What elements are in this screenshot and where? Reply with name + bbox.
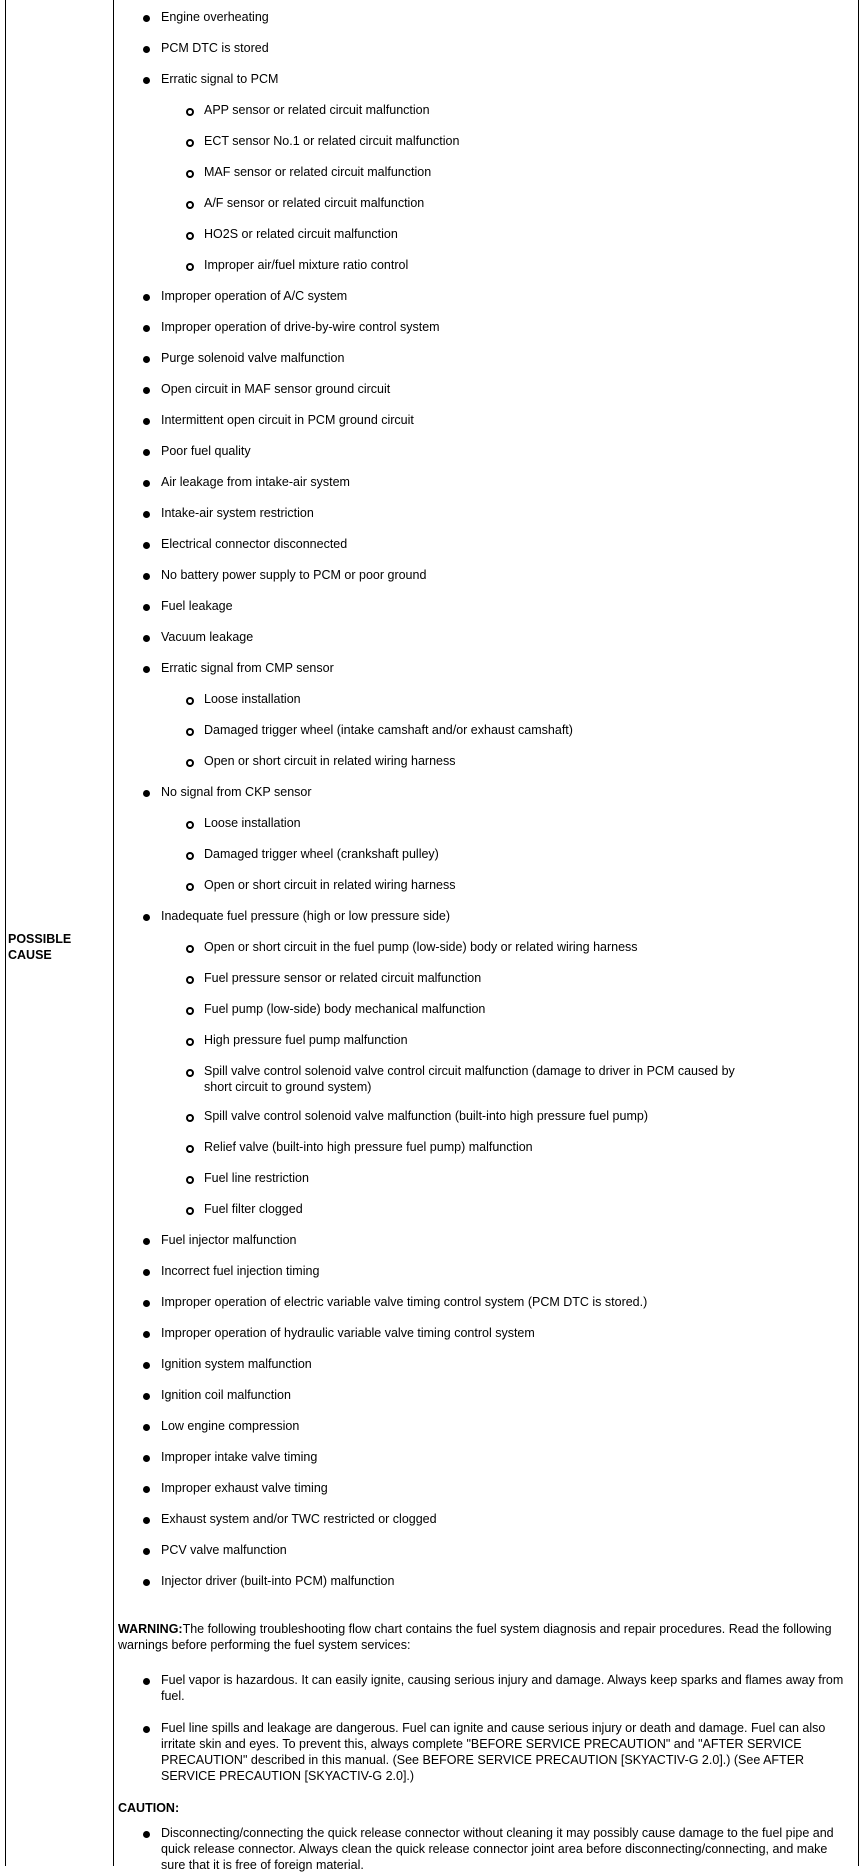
possible-cause-label	[8, 931, 71, 963]
cause-item	[161, 1232, 296, 1248]
bullet-icon	[143, 573, 150, 580]
bullet-icon	[143, 1331, 150, 1338]
warning-label: WARNING:	[118, 1622, 183, 1636]
cause-item	[161, 629, 253, 645]
cause-item	[161, 598, 233, 614]
cause-item	[161, 1325, 535, 1341]
cause-item	[161, 288, 347, 304]
bullet-icon	[143, 449, 150, 456]
sub-bullet-icon	[186, 728, 194, 736]
item-text: PCM DTC is stored	[161, 41, 269, 55]
sub-bullet-icon	[186, 697, 194, 705]
sub-cause-item	[204, 846, 439, 862]
sub-bullet-icon	[186, 821, 194, 829]
sub-cause-item	[204, 939, 638, 955]
bullet-icon	[143, 914, 150, 921]
item-text: Vacuum leakage	[161, 630, 254, 644]
item-text: Improper exhaust valve timing	[161, 1481, 328, 1495]
sub-bullet-icon	[186, 1114, 194, 1122]
item-text: Improper operation of drive-by-wire control system	[161, 320, 440, 334]
item-text: PCV valve malfunction	[161, 1543, 287, 1557]
item-text: No signal from CKP sensor	[161, 785, 312, 799]
item-text: Improper operation of hydraulic variable valve timing control system	[161, 1326, 535, 1340]
item-text: Improper intake valve timing	[161, 1450, 318, 1464]
bullet-icon	[143, 511, 150, 518]
item-text: Intermittent open circuit in PCM ground circuit	[161, 413, 414, 427]
warning-paragraph	[118, 1621, 852, 1653]
cause-item	[161, 1294, 647, 1310]
cause-item	[161, 1356, 312, 1372]
bullet-icon	[143, 1269, 150, 1276]
item-text: A/F sensor or related circuit malfunction	[204, 196, 425, 210]
item-text: MAF sensor or related circuit malfunction	[204, 165, 432, 179]
item-text: Poor fuel quality	[161, 444, 251, 458]
sub-bullet-icon	[186, 108, 194, 116]
item-text: Open or short circuit in related wiring harness	[204, 878, 456, 892]
cause-item	[161, 1418, 299, 1434]
item-text: Improper operation of A/C system	[161, 289, 348, 303]
item-text: Spill valve control solenoid valve control circuit malfunction (damage to driver in PCM caused by	[204, 1064, 735, 1078]
sub-cause-item	[204, 753, 456, 769]
cause-item	[161, 1449, 317, 1465]
bullet-icon	[143, 1362, 150, 1369]
bullet-icon	[143, 325, 150, 332]
label-line-2: CAUSE	[8, 948, 52, 962]
cause-item	[161, 40, 269, 56]
item-text: Exhaust system and/or TWC restricted or clogged	[161, 1512, 437, 1526]
sub-cause-item	[204, 195, 424, 211]
cause-item	[161, 505, 314, 521]
sub-bullet-icon	[186, 1007, 194, 1015]
item-text: Injector driver (built-into PCM) malfunction	[161, 1574, 395, 1588]
cause-item	[161, 536, 347, 552]
item-text: Fuel line restriction	[204, 1171, 309, 1185]
caution-bullet-1: Disconnecting/connecting the quick release connector without cleaning it may possibly cause damage to the fuel pipe and quick release connector. Always clean the quick release connector joint area before disconnecting/connecting, and make sure that it is free of foreign material.	[161, 1826, 834, 1872]
item-text: Erratic signal to PCM	[161, 72, 279, 86]
bullet-icon	[143, 1486, 150, 1493]
sub-bullet-icon	[186, 883, 194, 891]
item-text: HO2S or related circuit malfunction	[204, 227, 398, 241]
item-text: High pressure fuel pump malfunction	[204, 1033, 408, 1047]
bullet-icon	[143, 1678, 150, 1685]
cause-item	[161, 1542, 287, 1558]
bullet-icon	[143, 1424, 150, 1431]
cause-item	[161, 1573, 394, 1589]
item-text: No battery power supply to PCM or poor ground	[161, 568, 427, 582]
warning-bullet-2: Fuel line spills and leakage are dangerous. Fuel can ignite and cause serious injury or death and damage. Fuel can also irritate skin and eyes. To prevent this, always complete "BEFORE SERVICE PRECAUTION" and "AFTER SERVICE PRECAUTION" described in this manual. (See BEFORE SERVICE PRECAUTION [SKYACTIV-G 2.0].) (See AFTER SERVICE PRECAUTION [SKYACTIV-G 2.0].)	[161, 1721, 826, 1783]
cause-item	[161, 443, 251, 459]
bullet-icon	[143, 604, 150, 611]
bullet-icon	[143, 1238, 150, 1245]
label-line-1: POSSIBLE	[8, 932, 72, 946]
item-text: Engine overheating	[161, 10, 269, 24]
item-text: Low engine compression	[161, 1419, 300, 1433]
item-text: Purge solenoid valve malfunction	[161, 351, 345, 365]
item-text: Ignition system malfunction	[161, 1357, 312, 1371]
item-text: Damaged trigger wheel (intake camshaft and/or exhaust camshaft)	[204, 723, 573, 737]
bullet-icon	[143, 666, 150, 673]
bullet-icon	[143, 387, 150, 394]
sub-bullet-icon	[186, 170, 194, 178]
cause-item	[161, 1480, 328, 1496]
item-text: Electrical connector disconnected	[161, 537, 348, 551]
sub-bullet-icon	[186, 852, 194, 860]
cause-item	[161, 1263, 319, 1279]
item-text: Relief valve (built-into high pressure fuel pump) malfunction	[204, 1140, 533, 1154]
item-text: Fuel injector malfunction	[161, 1233, 297, 1247]
sub-bullet-icon	[186, 1145, 194, 1153]
bullet-icon	[143, 1726, 150, 1733]
sub-cause-item	[204, 1139, 533, 1155]
cause-item	[161, 908, 450, 924]
item-text: Open or short circuit in the fuel pump (low-side) body or related wiring harness	[204, 940, 638, 954]
cause-item	[161, 567, 426, 583]
sub-cause-item	[204, 722, 573, 738]
bullet-icon	[143, 1517, 150, 1524]
item-text: Ignition coil malfunction	[161, 1388, 291, 1402]
sub-cause-item	[204, 815, 301, 831]
sub-cause-item	[204, 226, 398, 242]
sub-cause-item	[204, 1032, 408, 1048]
cause-item	[161, 1511, 437, 1527]
sub-cause-item	[204, 1201, 303, 1217]
item-text: Improper air/fuel mixture ratio control	[204, 258, 409, 272]
bullet-icon	[143, 790, 150, 797]
sub-bullet-icon	[186, 1207, 194, 1215]
bullet-icon	[143, 77, 150, 84]
sub-bullet-icon	[186, 976, 194, 984]
sub-cause-item	[204, 691, 301, 707]
sub-bullet-icon	[186, 201, 194, 209]
sub-bullet-icon	[186, 1176, 194, 1184]
item-text-continued: short circuit to ground system)	[204, 1080, 372, 1094]
cause-item	[161, 1387, 291, 1403]
bullet-icon	[143, 1579, 150, 1586]
item-text: Intake-air system restriction	[161, 506, 314, 520]
bullet-icon	[143, 418, 150, 425]
sub-cause-item	[204, 133, 459, 149]
sub-cause-item	[204, 164, 431, 180]
item-text: Loose installation	[204, 692, 301, 706]
bullet-icon	[143, 46, 150, 53]
cause-item	[161, 350, 344, 366]
sub-cause-item	[204, 1001, 485, 1017]
sub-cause-item	[204, 1063, 735, 1095]
item-text: Air leakage from intake-air system	[161, 475, 350, 489]
item-text: Open circuit in MAF sensor ground circuit	[161, 382, 391, 396]
warning-text: The following troubleshooting flow chart contains the fuel system diagnosis and repair procedures. Read the following warnings before performing the fuel system services:	[118, 1622, 832, 1652]
sub-bullet-icon	[186, 945, 194, 953]
sub-bullet-icon	[186, 263, 194, 271]
item-text: Inadequate fuel pressure (high or low pressure side)	[161, 909, 451, 923]
sub-cause-item	[204, 1170, 309, 1186]
bullet-icon	[143, 1455, 150, 1462]
bullet-icon	[143, 294, 150, 301]
bullet-icon	[143, 1548, 150, 1555]
cause-table	[5, 0, 859, 1866]
item-text: Fuel filter clogged	[204, 1202, 303, 1216]
bullet-icon	[143, 15, 150, 22]
item-text: Fuel leakage	[161, 599, 233, 613]
item-text: Fuel pressure sensor or related circuit malfunction	[204, 971, 482, 985]
sub-bullet-icon	[186, 1038, 194, 1046]
cause-item	[161, 381, 390, 397]
sub-cause-item	[204, 877, 456, 893]
bullet-icon	[143, 480, 150, 487]
sub-bullet-icon	[186, 759, 194, 767]
bullet-icon	[143, 635, 150, 642]
cause-item	[161, 412, 414, 428]
column-divider	[113, 0, 114, 1866]
cause-item	[161, 9, 269, 25]
bullet-icon	[143, 542, 150, 549]
caution-label: CAUTION:	[118, 1801, 180, 1815]
sub-bullet-icon	[186, 232, 194, 240]
sub-cause-item	[204, 257, 408, 273]
item-text: Open or short circuit in related wiring harness	[204, 754, 456, 768]
bullet-icon	[143, 1300, 150, 1307]
bullet-icon	[143, 1831, 150, 1838]
item-text: Erratic signal from CMP sensor	[161, 661, 334, 675]
item-text: ECT sensor No.1 or related circuit malfunction	[204, 134, 460, 148]
bullet-icon	[143, 356, 150, 363]
cause-item	[161, 660, 334, 676]
sub-cause-item	[204, 1108, 648, 1124]
item-text: Fuel pump (low-side) body mechanical malfunction	[204, 1002, 486, 1016]
bullet-icon	[143, 1393, 150, 1400]
item-text: Spill valve control solenoid valve malfunction (built-into high pressure fuel pump)	[204, 1109, 648, 1123]
cause-item	[161, 474, 350, 490]
cause-item	[161, 71, 278, 87]
item-text: Incorrect fuel injection timing	[161, 1264, 320, 1278]
item-text: APP sensor or related circuit malfunction	[204, 103, 430, 117]
cause-item	[161, 784, 312, 800]
sub-bullet-icon	[186, 1069, 194, 1077]
warning-bullet-1: Fuel vapor is hazardous. It can easily ignite, causing serious injury and damage. Always keep sparks and flames away from fuel.	[161, 1673, 844, 1703]
caution-paragraph	[118, 1800, 852, 1816]
sub-bullet-icon	[186, 139, 194, 147]
cause-item	[161, 319, 440, 335]
item-text: Improper operation of electric variable valve timing control system (PCM DTC is stored.)	[161, 1295, 648, 1309]
item-text: Damaged trigger wheel (crankshaft pulley)	[204, 847, 439, 861]
sub-cause-item	[204, 102, 430, 118]
sub-cause-item	[204, 970, 481, 986]
item-text: Loose installation	[204, 816, 301, 830]
